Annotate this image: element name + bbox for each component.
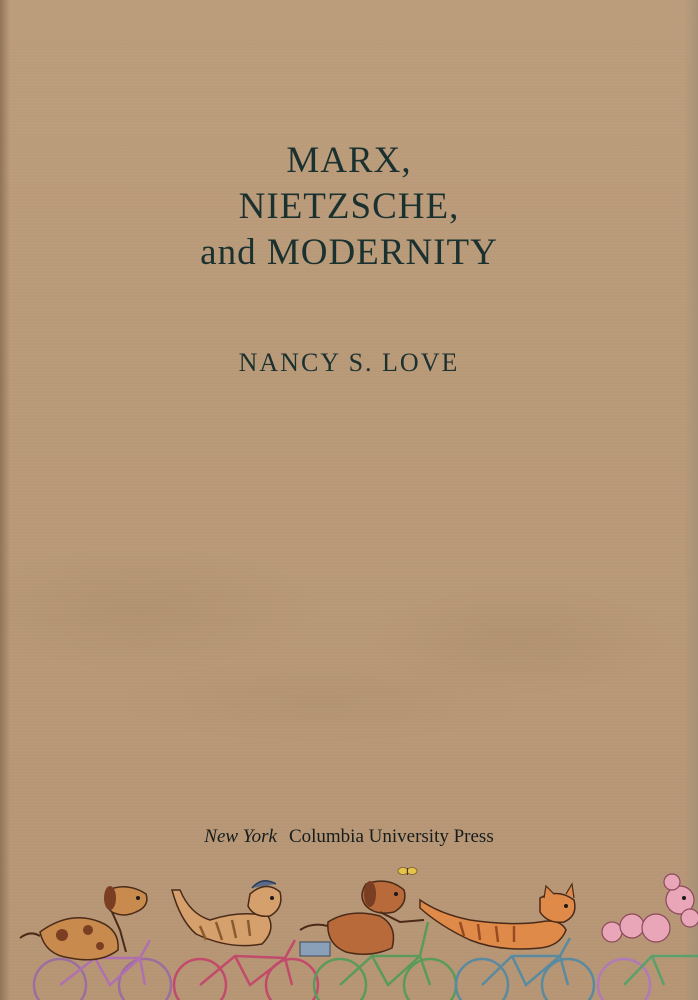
book-title bbox=[0, 138, 698, 276]
title-line-1: MARX, bbox=[286, 140, 412, 181]
publisher-imprint bbox=[0, 826, 698, 848]
cat-on-bicycle-icon bbox=[172, 881, 318, 1000]
poodle-on-bicycle-icon bbox=[598, 874, 698, 1000]
cycling-animals-illustration bbox=[0, 860, 698, 1000]
dog-on-bicycle-icon bbox=[20, 886, 171, 1000]
cat-on-bicycle-icon bbox=[420, 884, 594, 1000]
butterfly-icon bbox=[398, 868, 417, 876]
title-line-2: NIETZSCHE, bbox=[238, 186, 460, 227]
title-line-3: and MODERNITY bbox=[200, 232, 498, 273]
imprint-publisher: Columbia University Press bbox=[288, 826, 494, 847]
dog-on-bicycle-icon bbox=[300, 881, 456, 1000]
author-name: NANCY S. LOVE bbox=[238, 348, 460, 377]
imprint-city: New York bbox=[204, 826, 277, 847]
